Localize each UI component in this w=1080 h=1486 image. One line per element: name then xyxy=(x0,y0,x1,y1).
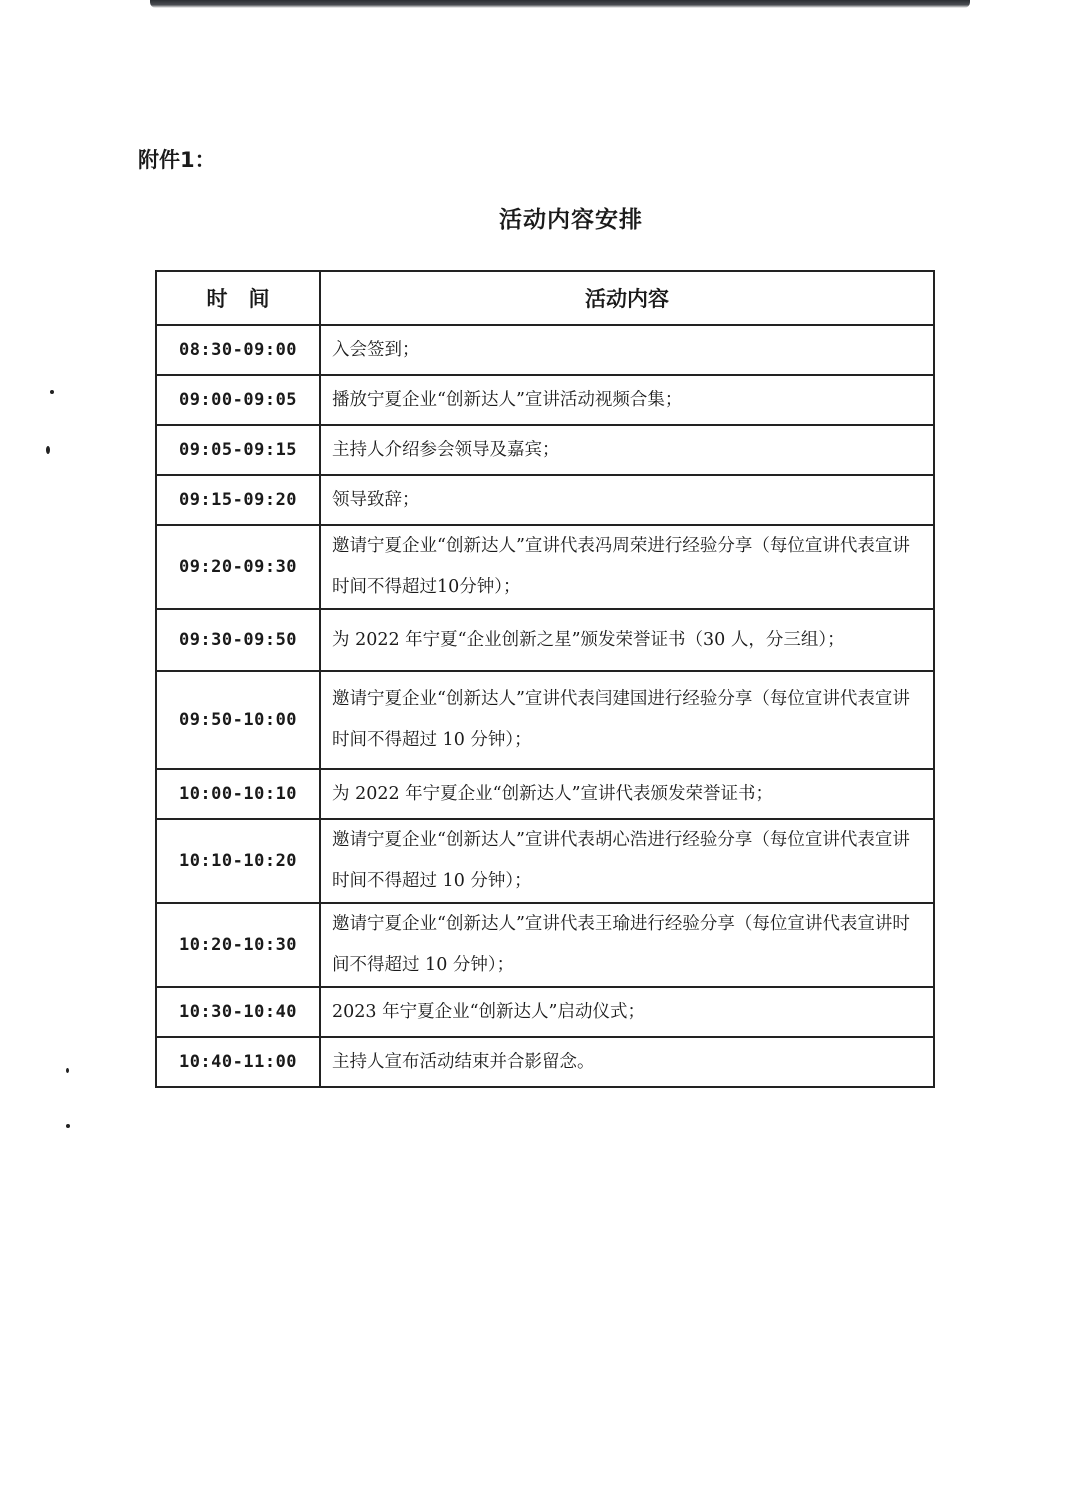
content-cell: 为 2022 年宁夏“企业创新之星”颁发荣誉证书（30 人，分三组）； xyxy=(320,609,934,671)
content-cell: 邀请宁夏企业“创新达人”宣讲代表王瑜进行经验分享（每位宣讲代表宣讲时间不得超过 10 分钟）； xyxy=(320,903,934,987)
table-row xyxy=(156,671,934,769)
content-cell: 为 2022 年宁夏企业“创新达人”宣讲代表颁发荣誉证书； xyxy=(320,769,934,819)
table-row xyxy=(156,375,934,425)
content-cell: 邀请宁夏企业“创新达人”宣讲代表胡心浩进行经验分享（每位宣讲代表宣讲时间不得超过 10 分钟）； xyxy=(320,819,934,903)
table-row xyxy=(156,475,934,525)
schedule-table xyxy=(155,270,935,1088)
table-row xyxy=(156,987,934,1037)
content-cell: 播放宁夏企业“创新达人”宣讲活动视频合集； xyxy=(320,375,934,425)
time-cell: 10:30-10:40 xyxy=(156,987,320,1037)
scan-speck xyxy=(66,1068,69,1073)
time-cell: 10:00-10:10 xyxy=(156,769,320,819)
time-cell: 09:30-09:50 xyxy=(156,609,320,671)
content-cell: 主持人宣布活动结束并合影留念。 xyxy=(320,1037,934,1087)
table-row xyxy=(156,903,934,987)
time-cell: 09:05-09:15 xyxy=(156,425,320,475)
table-row xyxy=(156,609,934,671)
content-cell: 邀请宁夏企业“创新达人”宣讲代表冯周荣进行经验分享（每位宣讲代表宣讲时间不得超过10分钟）； xyxy=(320,525,934,609)
time-cell: 10:10-10:20 xyxy=(156,819,320,903)
header-content: 活动内容 xyxy=(320,271,934,325)
time-cell: 08:30-09:00 xyxy=(156,325,320,375)
table-row xyxy=(156,1037,934,1087)
document-title: 活动内容安排 xyxy=(499,207,643,233)
time-cell: 09:15-09:20 xyxy=(156,475,320,525)
table-row xyxy=(156,819,934,903)
content-cell: 2023 年宁夏企业“创新达人”启动仪式； xyxy=(320,987,934,1037)
time-cell: 10:20-10:30 xyxy=(156,903,320,987)
table-header-row xyxy=(156,271,934,325)
scan-speck xyxy=(50,390,54,394)
header-time: 时 间 xyxy=(156,271,320,325)
time-cell: 09:00-09:05 xyxy=(156,375,320,425)
content-cell: 邀请宁夏企业“创新达人”宣讲代表闫建国进行经验分享（每位宣讲代表宣讲时间不得超过 10 分钟）； xyxy=(320,671,934,769)
content-cell: 入会签到； xyxy=(320,325,934,375)
table-row xyxy=(156,325,934,375)
time-cell: 09:50-10:00 xyxy=(156,671,320,769)
scan-edge-shadow xyxy=(150,0,970,8)
table-row xyxy=(156,769,934,819)
scan-speck xyxy=(66,1124,70,1128)
scan-speck xyxy=(46,446,50,454)
content-cell: 主持人介绍参会领导及嘉宾； xyxy=(320,425,934,475)
time-cell: 09:20-09:30 xyxy=(156,525,320,609)
table-row xyxy=(156,525,934,609)
time-cell: 10:40-11:00 xyxy=(156,1037,320,1087)
table-row xyxy=(156,425,934,475)
attachment-label: 附件1： xyxy=(138,148,216,172)
content-cell: 领导致辞； xyxy=(320,475,934,525)
